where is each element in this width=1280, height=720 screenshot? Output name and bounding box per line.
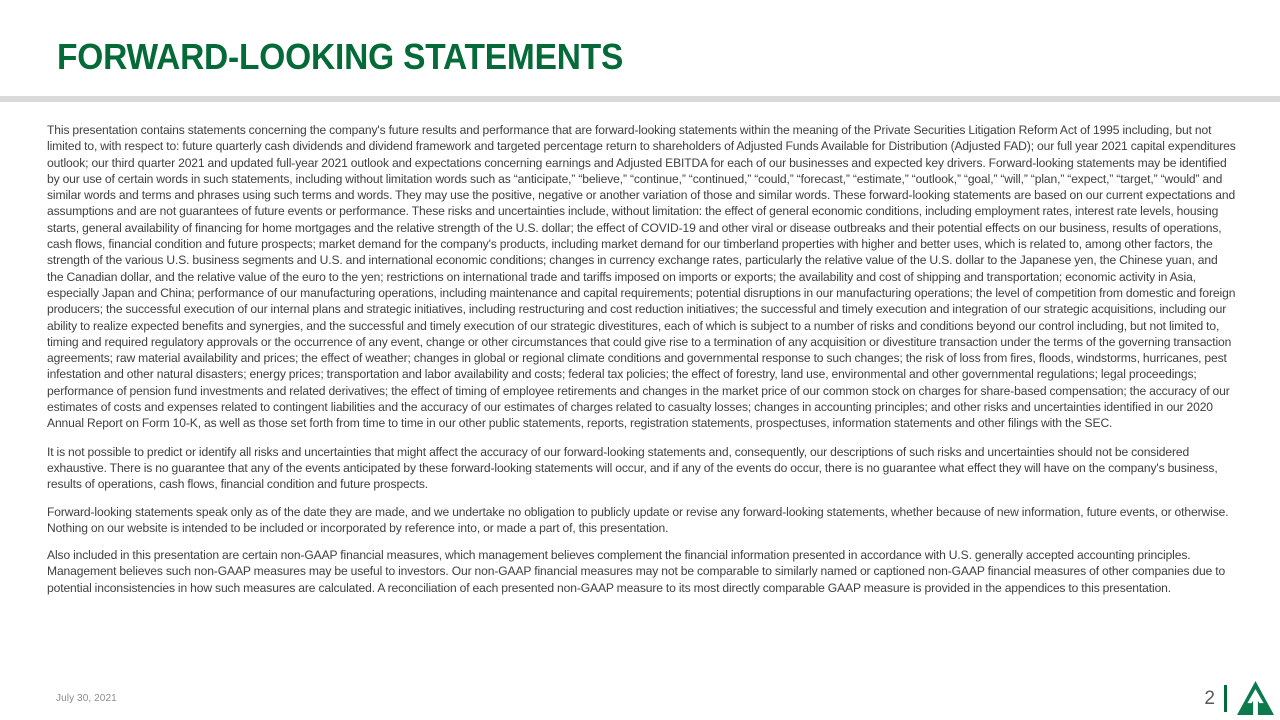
slide-header <box>0 0 1280 96</box>
paragraph-no-update-obligation: Forward-looking statements speak only as of the date they are made, and we undertake no obligation to publicly update or revise any forward-looking statements, whether because of new information, future events, or otherwise. Nothing on our website is intended to be included or incorporated by reference into, or made a part of, this presentation. <box>47 504 1229 535</box>
footer-date: July 30, 2021 <box>56 693 117 704</box>
paragraph-risk-exhaustiveness: It is not possible to predict or identify all risks and uncertainties that might affect the accuracy of our forward-looking statements and, consequently, our descriptions of such risks and uncertainties should not be considered exhaustive. There is no guarantee that any of the events anticipated by these forward-looking statements will occur, and if any of the events do occur, there is no guarantee what effect they will have on the company's business, results of operations, cash flows, financial condition and future prospects. <box>47 444 1218 492</box>
weyerhaeuser-triangle-logo <box>1237 681 1274 715</box>
footer-branding <box>1204 678 1274 718</box>
header-divider <box>0 96 1280 102</box>
footer-separator-bar <box>1224 685 1227 712</box>
slide-footer <box>0 676 1280 720</box>
disclaimer-body <box>47 122 1236 607</box>
page-number: 2 <box>1204 687 1215 709</box>
paragraph-forward-looking-definition: This presentation contains statements concerning the company's future results and performance that are forward-looking statements within the meaning of the Private Securities Litigation Reform Act of 1995 including, but not limited to, with respect to: future quarterly cash dividends and dividend framework and targeted percentage return to shareholders of Adjusted Funds Available for Distribution (Adjusted FAD); our full year 2021 capital expenditures outlook; our third quarter 2021 and updated full-year 2021 outlook and expectations concerning earnings and Adjusted EBITDA for each of our businesses and expected key drivers. Forward-looking statements may be identified by our use of certain words in such statements, including without limitation words such as “anticipate,” “believe,” “continue,” “continued,” “could,” “forecast,” “estimate,” “outlook,” “goal,” “will,” “plan,” “expect,” “target,” “would” and similar words and terms and phrases using such terms and words. They may use the positive, negative or another variation of those and similar words. These forward-looking statements are based on our current expectations and assumptions and are not guarantees of future events or performance. These risks and uncertainties include, without limitation: the effect of general economic conditions, including employment rates, interest rate levels, housing starts, general availability of financing for home mortgages and the relative strength of the U.S. dollar; the effect of COVID-19 and other viral or disease outbreaks and their potential effects on our business, results of operations, cash flows, financial condition and future prospects; market demand for the company's products, including market demand for our timberland properties with higher and better uses, which is related to, among other factors, the strength of the various U.S. business segments and U.S. and international economic conditions; changes in currency exchange rates, particularly the relative value of the U.S. dollar to the Japanese yen, the Chinese yuan, and the Canadian dollar, and the relative value of the euro to the yen; restrictions on international trade and tariffs imposed on imports or exports; the availability and cost of shipping and transportation; economic activity in Asia, especially Japan and China; performance of our manufacturing operations, including maintenance and capital requirements; potential disruptions in our manufacturing operations; the level of competition from domestic and foreign producers; the successful execution of our internal plans and strategic initiatives, including restructuring and cost reduction initiatives; the successful and timely execution and integration of our strategic acquisitions, including our ability to realize expected benefits and synergies, and the successful and timely execution of our strategic divestitures, each of which is subject to a number of risks and conditions beyond our control including, but not limited to, timing and required regulatory approvals or the occurrence of any event, change or other circumstances that could give rise to a termination of any acquisition or divestiture transaction under the terms of the governing transaction agreements; raw material availability and prices; the effect of weather; changes in global or regional climate conditions and governmental response to such changes; the risk of loss from fires, floods, windstorms, hurricanes, pest infestation and other natural disasters; energy prices; transportation and labor availability and costs; federal tax policies; the effect of forestry, land use, environmental and other governmental regulations; legal proceedings; performance of pension fund investments and related derivatives; the effect of timing of employee retirements and changes in the market price of our common stock on charges for share-based compensation; the accuracy of our estimates of costs and expenses related to contingent liabilities and the accuracy of our estimates of charges related to casualty losses; changes in accounting principles; and other risks and uncertainties identified in our 2020 Annual Report on Form 10-K, as well as those set forth from time to time in our other public statements, reports, registration statements, prospectuses, information statements and other filings with the SEC. <box>47 123 1236 431</box>
paragraph-non-gaap-measures: Also included in this presentation are certain non-GAAP financial measures, which management believes complement the financial information presented in accordance with U.S. generally accepted accounting principles. Management believes such non-GAAP measures may be useful to investors. Our non-GAAP financial measures may not be comparable to similarly named or captioned non-GAAP financial measures of other companies due to potential inconsistencies in how such measures are calculated. A reconciliation of each presented non-GAAP measure to its most directly comparable GAAP measure is provided in the appendices to this presentation. <box>47 548 1226 595</box>
page-title: FORWARD-LOOKING STATEMENTS <box>57 36 624 77</box>
